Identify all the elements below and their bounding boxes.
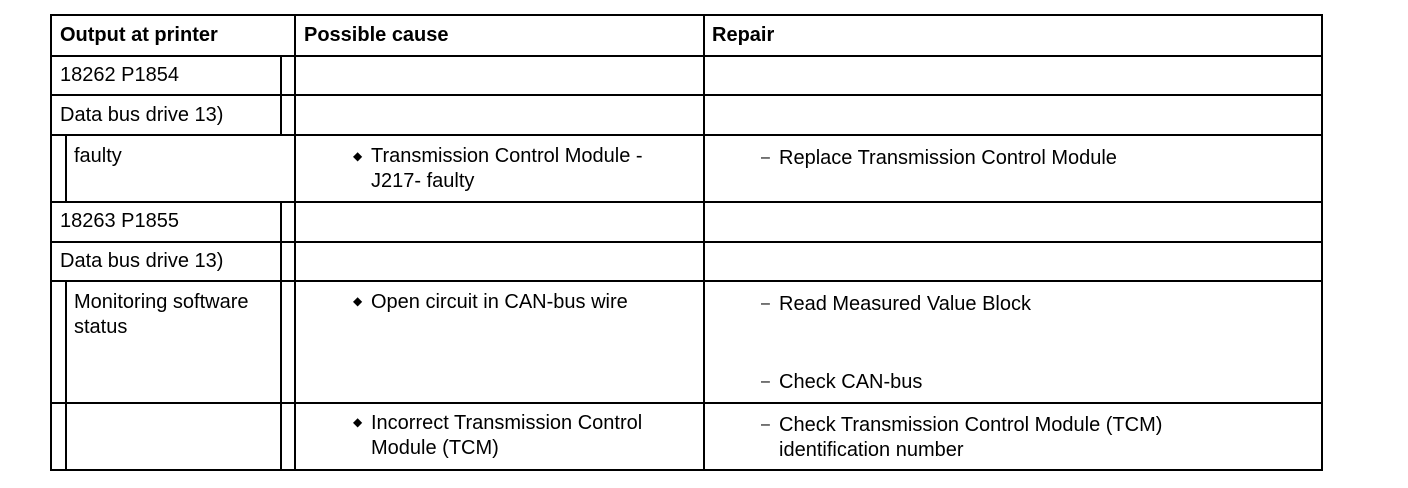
possible-cause-line: Open circuit in CAN-bus wire [371, 291, 628, 313]
indent-rule [65, 280, 67, 471]
possible-cause-line: Incorrect Transmission Control [371, 412, 643, 434]
header-possible-cause: Possible cause [304, 24, 449, 46]
indent-rule [280, 201, 282, 282]
possible-cause-line: Module (TCM) [371, 437, 499, 459]
possible-cause-line: J217- faulty [371, 170, 475, 192]
table-border-bottom [50, 469, 1323, 471]
possible-cause-line: Transmission Control Module - [371, 145, 643, 167]
dash-icon: – [761, 295, 770, 312]
fault-status: Monitoring software [74, 291, 249, 313]
repair-step: identification number [779, 439, 964, 461]
fault-description: Data bus drive 13) [60, 104, 224, 126]
dash-icon: – [761, 149, 770, 166]
column-rule [294, 14, 296, 471]
column-rule [703, 14, 705, 471]
bullet-icon: ◆ [353, 294, 363, 308]
header-repair: Repair [712, 24, 775, 46]
repair-step: Replace Transmission Control Module [779, 147, 1117, 169]
table-border-top [50, 14, 1323, 16]
row-rule [50, 94, 1323, 96]
row-rule [50, 201, 1323, 203]
indent-rule [280, 55, 282, 136]
row-rule [50, 402, 1323, 404]
repair-step: Check CAN-bus [779, 371, 923, 393]
dash-icon: – [761, 416, 770, 433]
bullet-icon: ◆ [353, 149, 363, 163]
fault-code: 18262 P1854 [60, 64, 180, 86]
header-bottom-rule [50, 55, 1323, 57]
repair-step: Check Transmission Control Module (TCM) [779, 414, 1163, 436]
indent-rule [65, 134, 67, 203]
bullet-icon: ◆ [353, 415, 363, 429]
row-rule [50, 134, 1323, 136]
table-border-right [1321, 14, 1323, 471]
row-rule [50, 280, 1323, 282]
row-rule [50, 241, 1323, 243]
dash-icon: – [761, 373, 770, 390]
fault-status: status [74, 316, 128, 338]
table-border-left [50, 14, 52, 471]
repair-step: Read Measured Value Block [779, 293, 1031, 315]
indent-rule [280, 280, 282, 471]
fault-status: faulty [74, 145, 122, 167]
fault-code: 18263 P1855 [60, 210, 180, 232]
fault-description: Data bus drive 13) [60, 250, 224, 272]
header-output-at-printer: Output at printer [60, 24, 218, 46]
